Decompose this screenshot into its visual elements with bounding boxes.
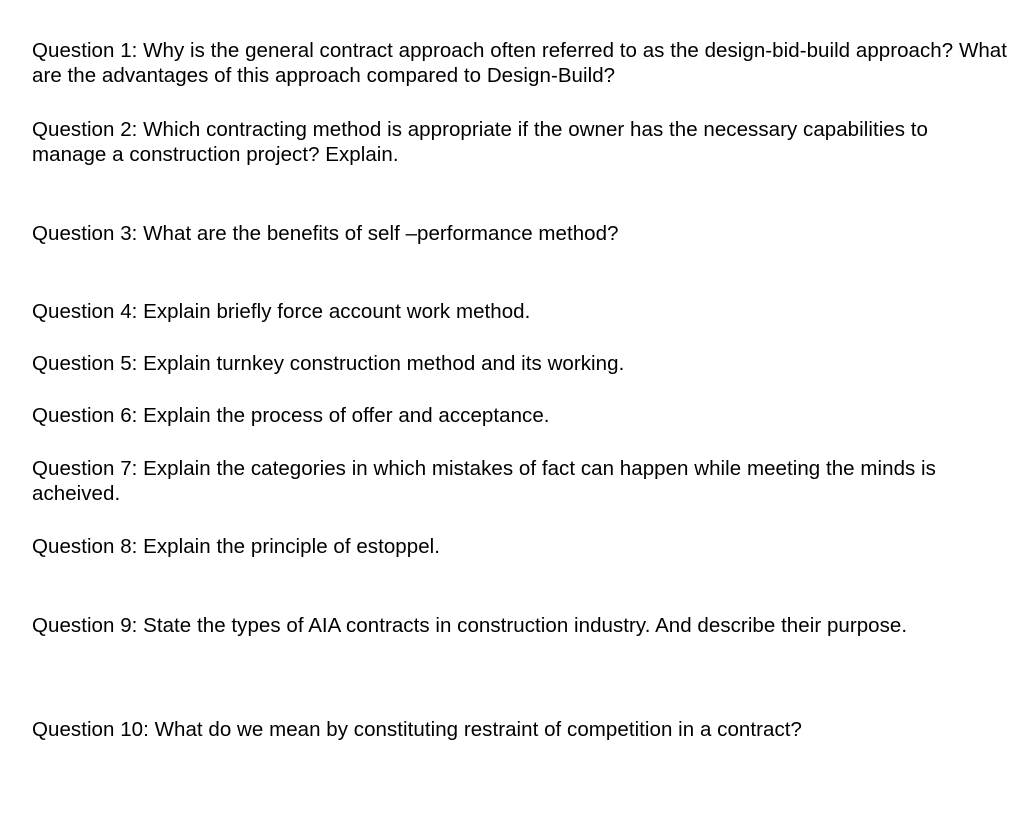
question-8: Question 8: Explain the principle of estoppel.: [32, 535, 440, 558]
question-1: Question 1: Why is the general contract approach often referred to as the design-bid-build approach? What are the advantages of this approach compared to Design-Build?: [32, 39, 1008, 87]
question-10: Question 10: What do we mean by constituting restraint of competition in a contract?: [32, 718, 802, 741]
question-5: Question 5: Explain turnkey construction method and its working.: [32, 352, 625, 375]
question-4: Question 4: Explain briefly force account work method.: [32, 300, 531, 323]
question-7: Question 7: Explain the categories in which mistakes of fact can happen while meeting the minds is acheived.: [32, 457, 936, 505]
question-6: Question 6: Explain the process of offer and acceptance.: [32, 404, 550, 427]
question-9: Question 9: State the types of AIA contracts in construction industry. And describe their purpose.: [32, 614, 908, 637]
question-3: Question 3: What are the benefits of self –performance method?: [32, 222, 619, 245]
question-2: Question 2: Which contracting method is appropriate if the owner has the necessary capabilities to manage a construction project? Explain.: [32, 118, 928, 166]
